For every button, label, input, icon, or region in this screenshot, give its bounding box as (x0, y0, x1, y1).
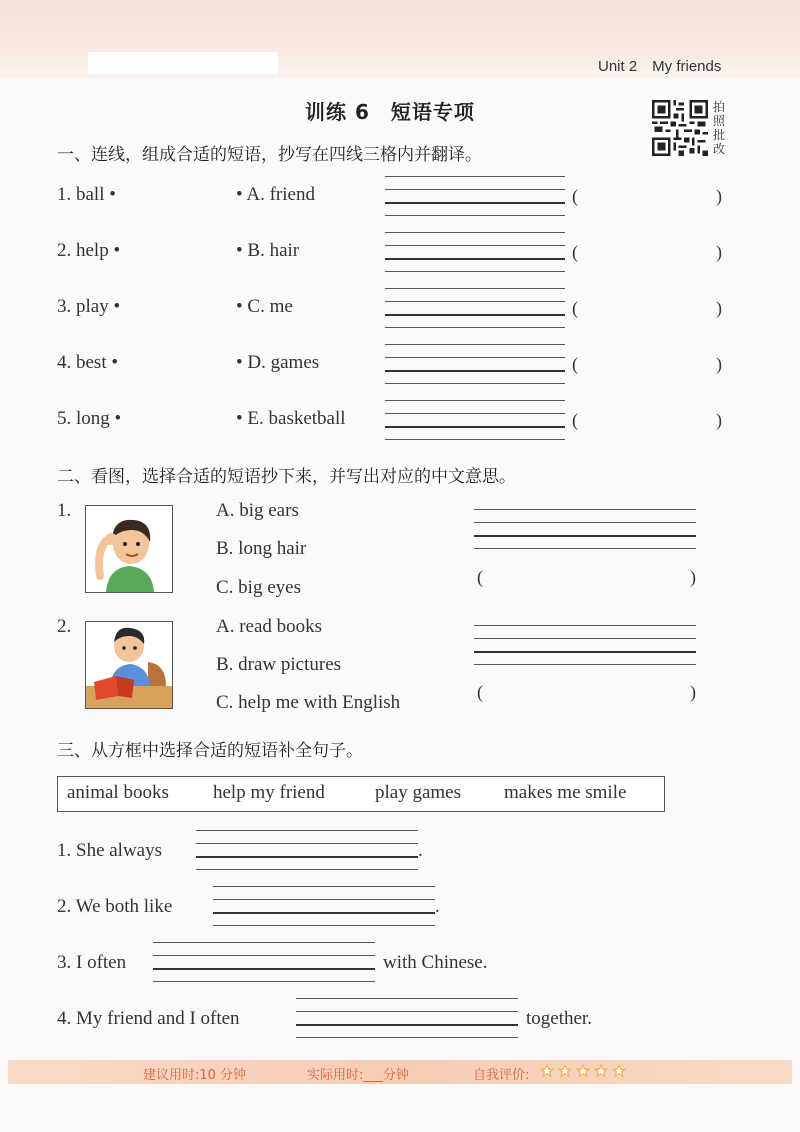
q2-option-a[interactable]: A. read books (216, 616, 323, 637)
sentence-3-end: with Chinese. (383, 952, 488, 973)
phrase-option[interactable]: makes me smile (504, 782, 627, 803)
star-icon[interactable] (594, 1064, 608, 1078)
phrase-option[interactable]: play games (375, 782, 462, 803)
match-right-a[interactable]: • A. friend (236, 184, 315, 205)
qr-code-icon[interactable] (652, 100, 708, 156)
paren-open: ( (572, 410, 578, 430)
paren-open: ( (477, 567, 483, 587)
writing-lines[interactable] (213, 886, 435, 928)
sentence-3-start: 3. I often (57, 952, 127, 973)
q2-number: 2. (57, 616, 72, 637)
sentence-4-start: 4. My friend and I often (57, 1008, 240, 1029)
q2-option-b[interactable]: B. draw pictures (216, 654, 342, 675)
paren-close: ) (716, 298, 722, 318)
q1-option-b[interactable]: B. long hair (216, 538, 307, 559)
q1-number: 1. (57, 500, 72, 521)
writing-lines[interactable] (385, 344, 565, 386)
actual-time: 实际用时:___分钟 (307, 1068, 409, 1083)
star-icon[interactable] (576, 1064, 590, 1078)
writing-lines[interactable] (296, 998, 518, 1040)
paren-close: ) (690, 567, 696, 587)
page-title: 训练 6 短语专项 (305, 100, 475, 124)
paren-close: ) (716, 242, 722, 262)
paren-open: ( (477, 682, 483, 702)
match-left-2[interactable]: 2. help • (57, 240, 121, 261)
writing-lines[interactable] (474, 509, 696, 551)
star-icon[interactable] (558, 1064, 572, 1078)
section2-heading: 二、看图，选择合适的短语抄下来，并写出对应的中文意思。 (57, 467, 516, 487)
paren-close: ) (716, 354, 722, 374)
sentence-1-start: 1. She always (57, 840, 163, 861)
writing-lines[interactable] (474, 625, 696, 667)
match-left-5[interactable]: 5. long • (57, 408, 122, 429)
match-right-b[interactable]: • B. hair (236, 240, 300, 261)
sentence-4-end: together. (526, 1008, 592, 1029)
paren-open: ( (572, 242, 578, 262)
paren-close: ) (716, 410, 722, 430)
paren-close: ) (716, 186, 722, 206)
writing-lines[interactable] (153, 942, 375, 984)
q2-option-c[interactable]: C. help me with English (216, 692, 401, 713)
paren-open: ( (572, 298, 578, 318)
writing-lines[interactable] (385, 232, 565, 274)
q1-option-a[interactable]: A. big ears (216, 500, 299, 521)
boy-reading-picture (85, 621, 173, 709)
writing-lines[interactable] (196, 830, 418, 872)
unit-label: Unit 2 My friends (598, 58, 722, 75)
section1-heading: 一、连线，组成合适的短语，抄写在四线三格内并翻译。 (57, 145, 482, 165)
phrase-option[interactable]: animal books (67, 782, 169, 803)
match-right-d[interactable]: • D. games (236, 352, 320, 373)
match-left-1[interactable]: 1. ball • (57, 184, 116, 205)
writing-lines[interactable] (385, 400, 565, 442)
q1-option-c[interactable]: C. big eyes (216, 577, 301, 598)
match-right-c[interactable]: • C. me (236, 296, 293, 317)
writing-lines[interactable] (385, 288, 565, 330)
star-icon[interactable] (612, 1064, 626, 1078)
header-blank (88, 52, 278, 74)
suggested-time: 建议用时:10 分钟 (143, 1068, 247, 1083)
boy-touching-ear-picture (85, 505, 173, 593)
self-evaluation-label: 自我评价: (473, 1068, 530, 1083)
paren-open: ( (572, 186, 578, 206)
star-icon[interactable] (540, 1064, 554, 1078)
paren-close: ) (690, 682, 696, 702)
match-left-3[interactable]: 3. play • (57, 296, 121, 317)
match-right-e[interactable]: • E. basketball (236, 408, 346, 429)
section3-heading: 三、从方框中选择合适的短语补全句子。 (57, 741, 363, 761)
sentence-1-end: . (418, 840, 423, 861)
phrase-option[interactable]: help my friend (213, 782, 325, 803)
paren-open: ( (572, 354, 578, 374)
sentence-2-start: 2. We both like (57, 896, 173, 917)
writing-lines[interactable] (385, 176, 565, 218)
phrase-box (57, 776, 665, 812)
sentence-2-end: . (435, 896, 440, 917)
match-left-4[interactable]: 4. best • (57, 352, 119, 373)
rating-stars[interactable] (540, 1064, 626, 1083)
qr-label: 拍 照 批 改 (713, 100, 726, 156)
